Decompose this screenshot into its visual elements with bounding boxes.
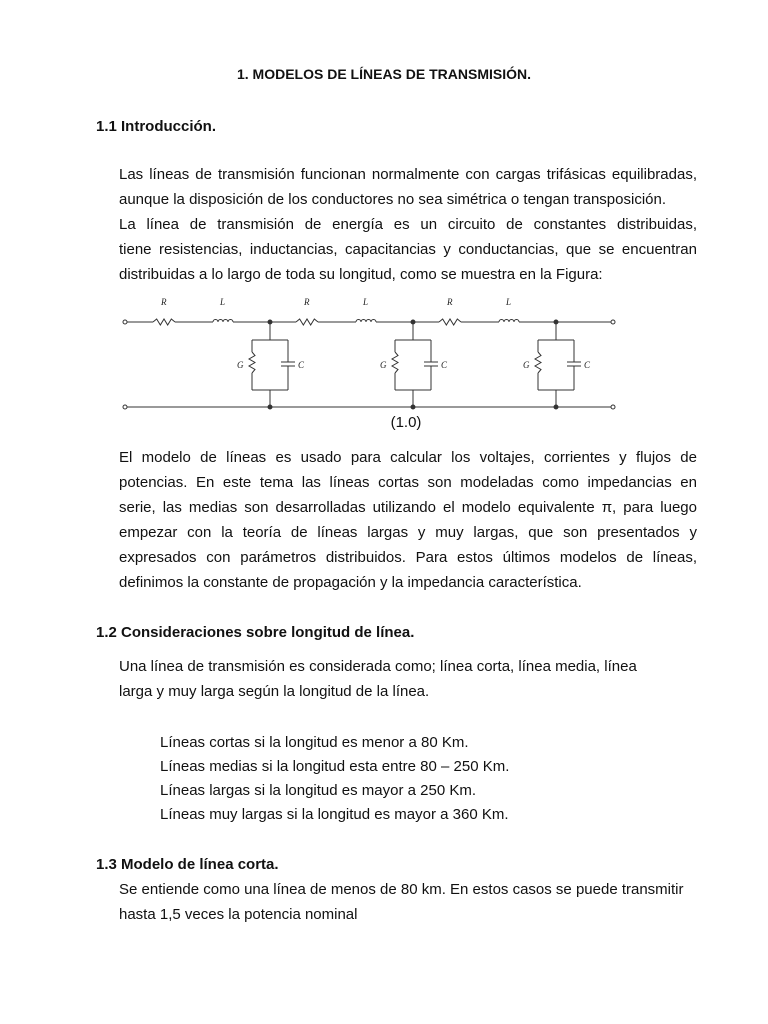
series-inductor <box>356 320 376 323</box>
shunt-conductance <box>249 352 255 373</box>
transmission-line-circuit-diagram <box>115 292 625 414</box>
conductance-label: G <box>237 360 244 370</box>
text-line: Se entiende como una línea de menos de 80 km. En estos casos se puede transmitir <box>119 881 684 898</box>
terminal-left-bottom <box>123 405 127 409</box>
conductance-label: G <box>523 360 530 370</box>
figure-caption: (1.0) <box>390 414 422 431</box>
text-line: empezar con la teoría de líneas largas y muy largas, que son presentados y <box>119 524 697 541</box>
resistor-label: R <box>161 297 167 307</box>
series-resistor <box>296 319 318 325</box>
inductor-label: L <box>220 297 226 307</box>
inductor-label: L <box>363 297 369 307</box>
series-resistor <box>153 319 175 325</box>
text-line: expresados con parámetros distribuidos. Para estos últimos modelos de líneas, <box>119 549 697 566</box>
section-heading-introduccion: 1.1 Introducción. <box>96 118 217 135</box>
capacitor-label: C <box>441 360 448 370</box>
text-line: potencias. En este tema las líneas cortas son modeladas como impedancias en <box>119 474 697 491</box>
shunt-conductance <box>535 352 541 373</box>
text-line: aunque la disposición de los conductores no sea simétrica o tengan transposición. <box>119 191 667 208</box>
series-inductor <box>499 320 519 323</box>
text-line: larga y muy larga según la longitud de la línea. <box>119 683 430 700</box>
conductance-label: G <box>380 360 387 370</box>
text-line: Las líneas de transmisión funcionan normalmente con cargas trifásicas equilibradas, <box>119 166 697 183</box>
terminal-right-top <box>611 320 615 324</box>
shunt-conductance <box>392 352 398 373</box>
capacitor-label: C <box>298 360 305 370</box>
text-line: El modelo de líneas es usado para calcular los voltajes, corrientes y flujos de <box>119 449 697 466</box>
list-item: Líneas largas si la longitud es mayor a 250 Km. <box>160 782 477 799</box>
text-line: definimos la constante de propagación y la impedancia característica. <box>119 574 582 591</box>
list-item: Líneas medias si la longitud esta entre 80 – 250 Km. <box>160 758 510 775</box>
section-heading-linea-corta: 1.3 Modelo de línea corta. <box>96 856 279 873</box>
text-line: distribuidas a lo largo de toda su longitud, como se muestra en la Figura: <box>119 266 603 283</box>
list-item: Líneas cortas si la longitud es menor a 80 Km. <box>160 734 469 751</box>
series-inductor <box>213 320 233 323</box>
resistor-label: R <box>447 297 453 307</box>
capacitor-label: C <box>584 360 591 370</box>
text-line: tiene resistencias, inductancias, capacitancias y conductancias, que se encuentran <box>119 241 697 258</box>
terminal-left-top <box>123 320 127 324</box>
inductor-label: L <box>506 297 512 307</box>
series-resistor <box>439 319 461 325</box>
terminal-right-bottom <box>611 405 615 409</box>
resistor-label: R <box>304 297 310 307</box>
section-heading-consideraciones: 1.2 Consideraciones sobre longitud de línea. <box>96 624 415 641</box>
list-item: Líneas muy largas si la longitud es mayor a 360 Km. <box>160 806 509 823</box>
text-line: La línea de transmisión de energía es un circuito de constantes distribuidas, <box>119 216 697 233</box>
text-line: Una línea de transmisión es considerada como; línea corta, línea media, línea <box>119 658 637 675</box>
document-title: 1. MODELOS DE LÍNEAS DE TRANSMISIÓN. <box>236 66 532 82</box>
text-line: hasta 1,5 veces la potencia nominal <box>119 906 358 923</box>
text-line: serie, las medias son desarrolladas utilizando el modelo equivalente π, para luego <box>119 499 697 516</box>
